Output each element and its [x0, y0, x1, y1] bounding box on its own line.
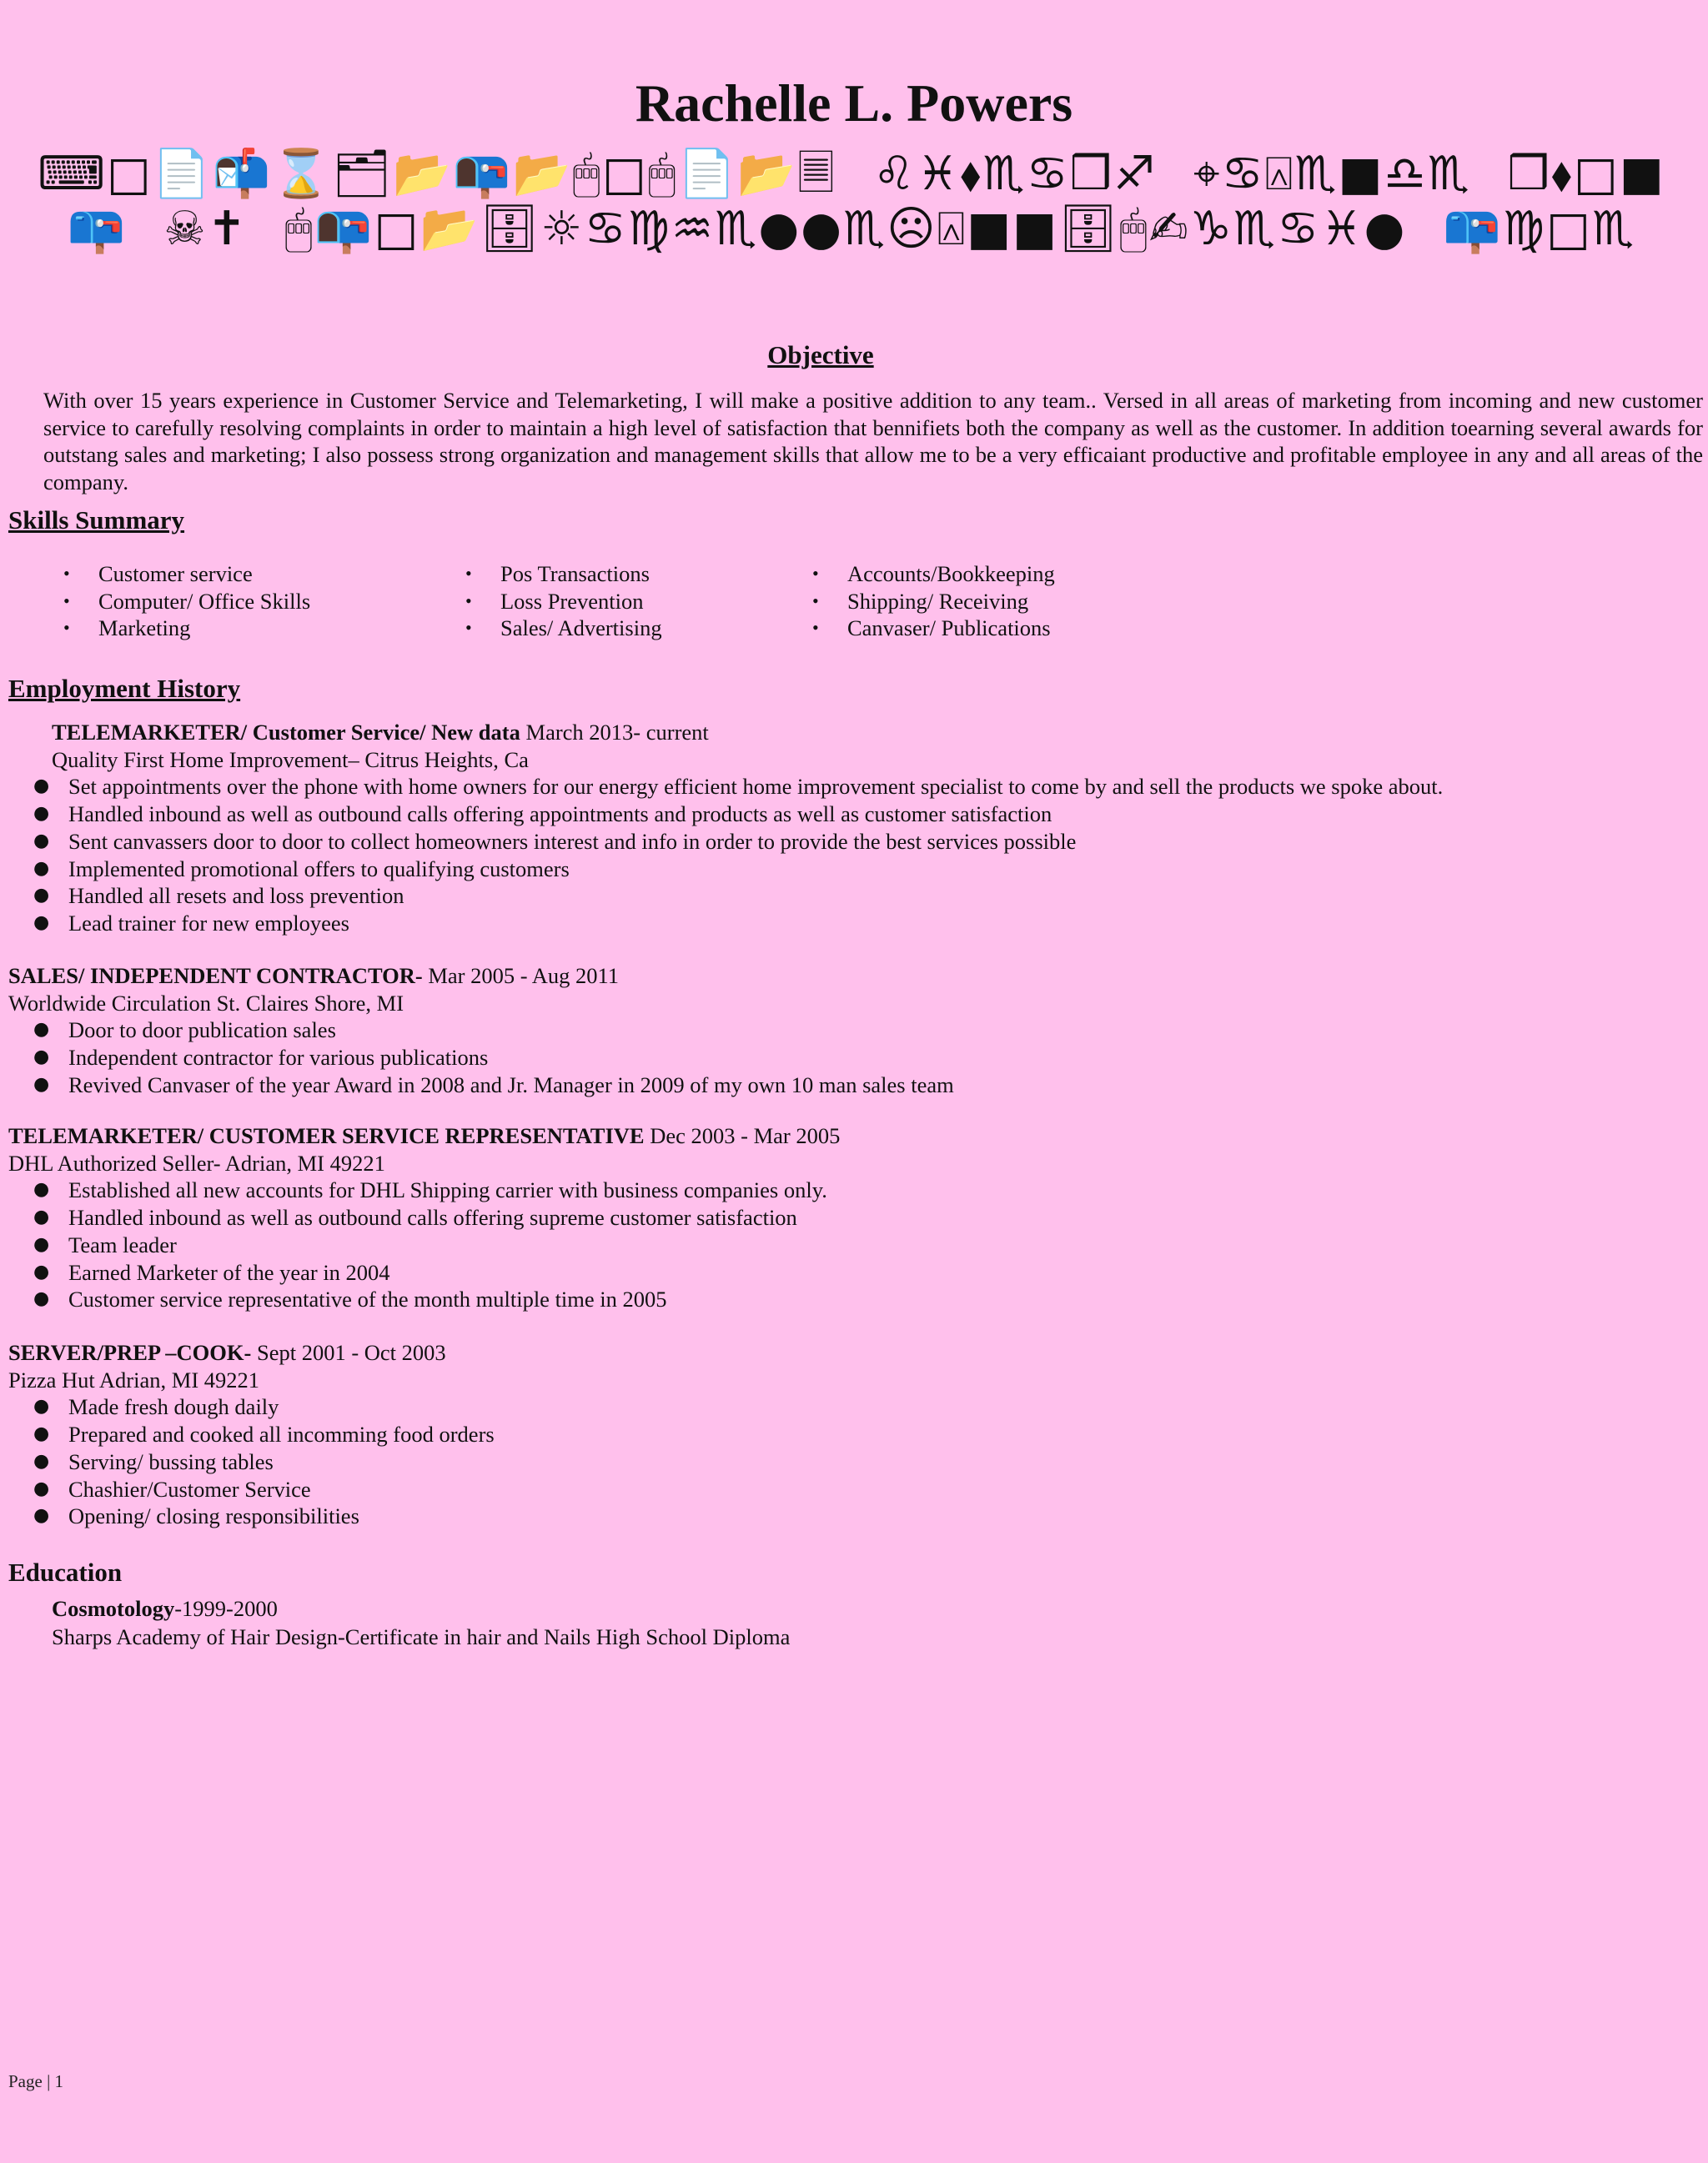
skill-item: • Shipping/ Receiving: [812, 588, 1055, 615]
job-duty: ● Door to door publication sales: [33, 1016, 954, 1044]
job-title: TELEMARKETER/ Customer Service/ New data: [52, 720, 520, 745]
education-details: Sharps Academy of Hair Design-Certificate in hair and Nails High School Diploma: [52, 1624, 791, 1649]
education-entry: [52, 1594, 790, 1651]
objective-heading: Objective: [767, 340, 874, 369]
job-entry: [8, 1122, 840, 1313]
job-duties: [0, 773, 1443, 936]
job-duties: [0, 1393, 495, 1530]
job-duty: ● Handled all resets and loss prevention: [33, 882, 1443, 910]
job-employer: Quality First Home Improvement– Citrus Heights, Ca: [52, 746, 529, 772]
skills-column-3: [812, 560, 1055, 642]
job-duty: ● Sent canvassers door to door to collect homeowners interest and info in order to provide the best services possible: [33, 828, 1443, 856]
skill-item: • Pos Transactions: [465, 560, 662, 588]
job-duty: ● Team leader: [33, 1232, 840, 1259]
job-dates: March 2013- current: [525, 720, 709, 745]
skills-heading: Skills Summary: [8, 505, 185, 534]
job-entry: [8, 719, 1443, 937]
job-duty: ● Set appointments over the phone with home owners for our energy efficient home improvement specialist to come by and sell the products we spoke about.: [33, 773, 1443, 800]
education-program: Cosmotology: [52, 1596, 175, 1621]
job-dates: Mar 2005 - Aug 2011: [428, 963, 620, 988]
job-employer: DHL Authorized Seller- Adrian, MI 49221: [8, 1150, 385, 1176]
job-duty: ● Independent contractor for various publications: [33, 1044, 954, 1071]
skill-item: • Sales/ Advertising: [465, 615, 662, 642]
job-title: SALES/ INDEPENDENT CONTRACTOR-: [8, 963, 423, 988]
job-duty: ● Earned Marketer of the year in 2004: [33, 1259, 840, 1287]
job-duty: ● Opening/ closing responsibilities: [33, 1503, 495, 1530]
education-years: -1999-2000: [174, 1596, 278, 1621]
skill-item: • Canvaser/ Publications: [812, 615, 1055, 642]
skill-item: • Loss Prevention: [465, 588, 662, 615]
job-duty: ● Revived Canvaser of the year Award in 2008 and Jr. Manager in 2009 of my own 10 man sales team: [33, 1071, 954, 1099]
job-duty: ● Handled inbound as well as outbound calls offering appointments and products as well as customer satisfaction: [33, 800, 1443, 828]
objective-text: With over 15 years experience in Customer Service and Telemarketing, I will make a positive addition to any team.. Versed in all areas of marketing from incoming and new customer service to carefully resolving complaints in order to maintain a high level of satisfaction that bennifiets both the company as well as the customer. In addition toearning several awards for outstang sales and marketing; I also possess strong organization and management skills that allow me to be a very efficaiant productive and profitable employee in any and all areas of the company.: [43, 388, 1703, 494]
job-employer: Pizza Hut Adrian, MI 49221: [8, 1367, 260, 1393]
skill-item: • Accounts/Bookkeeping: [812, 560, 1055, 588]
job-title: SERVER/PREP –COOK-: [8, 1340, 252, 1365]
job-dates: Dec 2003 - Mar 2005: [650, 1123, 841, 1148]
skills-column-1: [63, 560, 310, 642]
job-entry: [8, 962, 954, 1099]
skill-item: • Customer service: [63, 560, 310, 588]
skill-item: • Marketing: [63, 615, 310, 642]
job-duty: ● Made fresh dough daily: [33, 1393, 495, 1421]
job-entry: [8, 1339, 495, 1530]
job-duties: [0, 1177, 840, 1313]
skills-column-2: [465, 560, 662, 642]
job-dates: Sept 2001 - Oct 2003: [256, 1340, 446, 1365]
job-duties: [0, 1016, 954, 1098]
job-employer: Worldwide Circulation St. Claires Shore, MI: [8, 990, 404, 1016]
job-duty: ● Serving/ bussing tables: [33, 1448, 495, 1476]
job-duty: ● Lead trainer for new employees: [33, 910, 1443, 937]
job-duty: ● Implemented promotional offers to qualifying customers: [33, 856, 1443, 883]
job-duty: ● Customer service representative of the month multiple time in 2005: [33, 1286, 840, 1313]
job-title: TELEMARKETER/ CUSTOMER SERVICE REPRESENTATIVE: [8, 1123, 645, 1148]
job-duty: ● Established all new accounts for DHL Shipping carrier with business companies only.: [33, 1177, 840, 1204]
job-duty: ● Chashier/Customer Service: [33, 1476, 495, 1503]
education-heading: Education: [8, 1558, 123, 1587]
page-number: Page | 1: [8, 2071, 64, 2091]
skill-item: • Computer/ Office Skills: [63, 588, 310, 615]
contact-info-symbols: ⌨□📄📬⌛🗂📂📭📂🖱□🖱📄📂🗏 ♌♓⬧♏♋❒♐ ⌖♋⍓♏■♎♏ ❒⬧□■📪 ☠✝ 🖱📭□📂🗄☼♋♍♒♏●●♏☹⍓■■🗄🖱✍♑♏♋♓● 📪♍□♏: [38, 147, 1665, 256]
candidate-name: Rachelle L. Powers: [635, 73, 1073, 133]
job-duty: ● Prepared and cooked all incomming food orders: [33, 1421, 495, 1448]
job-duty: ● Handled inbound as well as outbound calls offering supreme customer satisfaction: [33, 1204, 840, 1232]
employment-heading: Employment History: [8, 674, 241, 703]
